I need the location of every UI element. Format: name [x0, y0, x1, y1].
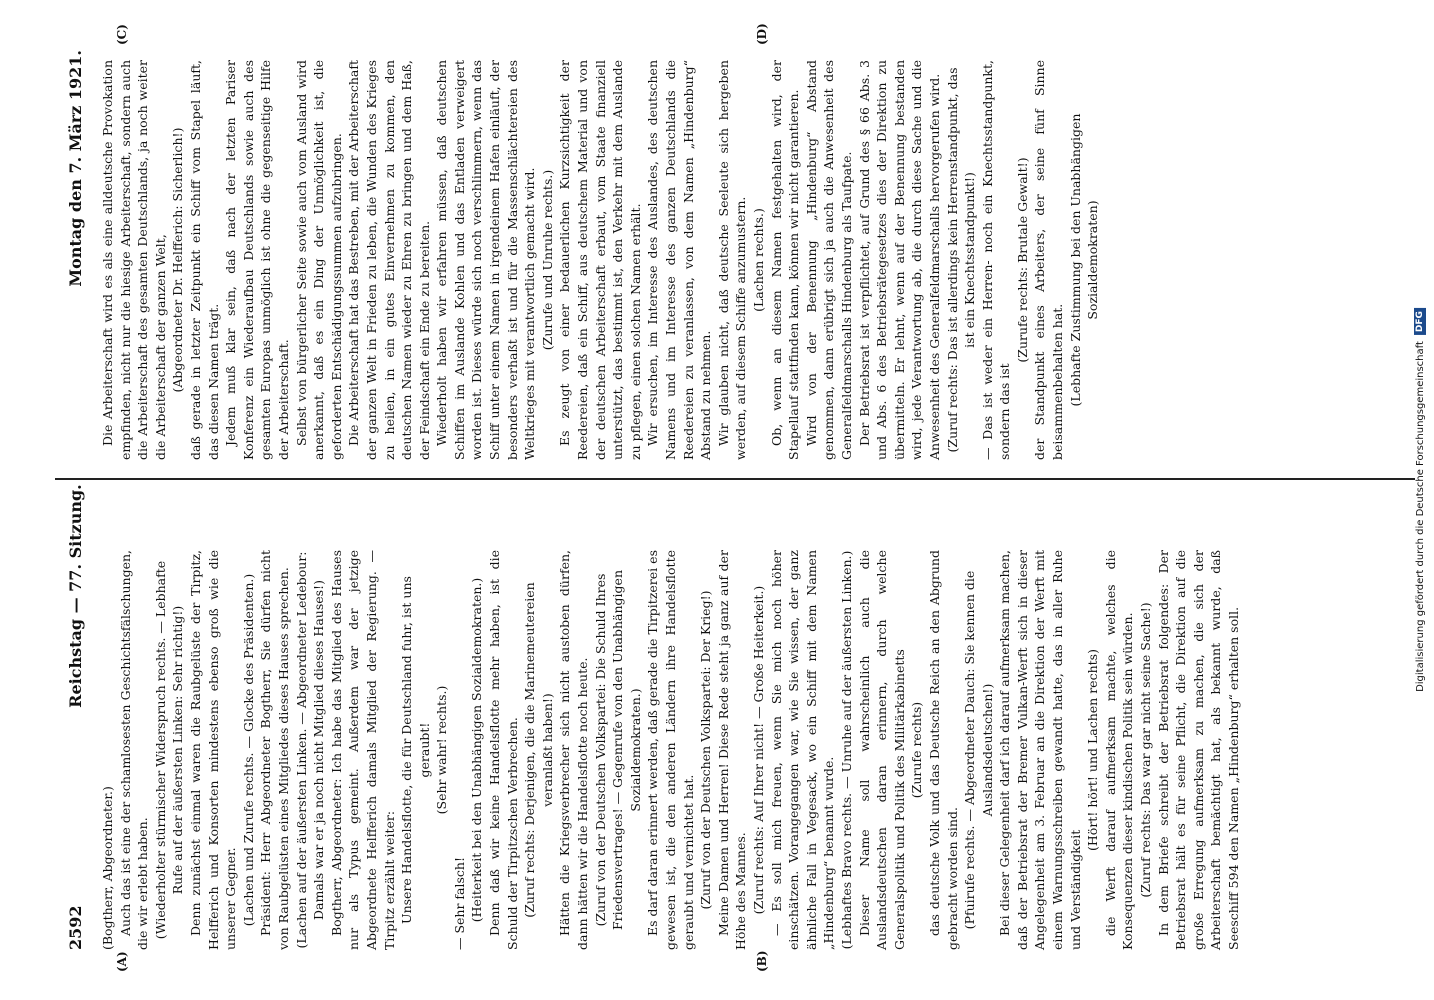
- session-title: Reichstag — 77. Sitzung.: [65, 484, 85, 708]
- left-paragraph: (Pfuirufe rechts. — Abgeordneter Dauch: Sie kennen die Auslandsdeutschen!): [962, 570, 995, 930]
- right-paragraph: (Zurufe und Unruhe rechts.): [539, 169, 555, 351]
- left-paragraph: In dem Briefe schreibt der Betriebsrat folgendes: Der Betriebsrat hält es für seine Pflicht, die Direktion auf die große Erregung aufmerksam zu machen, die sich der Arbeiterschaft bemächtigt hat, als bekannt wurde, daß Seeschiff 594 den Namen „Hindenburg“ erhalten soll.: [1155, 550, 1241, 950]
- left-paragraph: (Zuruf von der Deutschen Volkspartei: Der Krieg!): [698, 590, 714, 910]
- left-paragraph: (Lachen und Zurufe rechts. — Glocke des Präsidenten.): [240, 573, 256, 927]
- left-paragraph: (Sehr wahr! rechts.): [434, 685, 450, 815]
- left-column: [99, 550, 1399, 950]
- left-paragraph: (Hört! hört! und Lachen rechts): [1085, 649, 1101, 851]
- left-paragraph: (Lebhaftes Bravo rechts. — Unruhe auf der äußersten Linken.): [838, 550, 854, 950]
- left-paragraph: Präsident: Herr Abgeordneter Bogtherr, Sie dürfen nicht von Raubgelüsten eines Mitgliedes dieses Hauses sprechen.: [258, 550, 291, 950]
- right-paragraph: Wird von der Benennung „Hindenburg“ Abstand genommen, dann erübrigt sich ja auch die Anwesenheit des Generalfeldmarschalls Hindenburg als Taufpate.: [803, 60, 854, 460]
- left-paragraph: Dieser Name soll wahrscheinlich auch die Auslandsdeutschen daran erinnern, durch welche Generalspolitik und Politik des Militärkabinetts: [856, 550, 907, 950]
- left-paragraph: (Lachen auf der äußersten Linken. — Abgeordneter Ledebour: Damals war er ja noch nicht Mitglied dieses Hauses!): [293, 551, 327, 949]
- right-paragraph: Jedem muß klar sein, daß nach der letzten Pariser Konferenz ein Wiederaufbau Deutschlands sowie auch des gesamten Europas unmöglich ist ohne die gegenseitige Hilfe der Arbeiterschaft.: [223, 60, 291, 460]
- left-paragraph: Bei dieser Gelegenheit darf ich darauf aufmerksam machen, daß der Betriebsrat der Bremer Vulkan-Werft sich in dieser Angelegenheit am 3. Februar an die Direktion der Werft mit einem Warnungsschreiben gewandt hatte, das in aller Ruhe und Verständigkeit: [997, 550, 1083, 950]
- margin-letter-d: (D): [755, 23, 769, 45]
- session-date: Montag den 7. März 1921.: [65, 50, 85, 287]
- left-paragraph: (Bogtherr, Abgeordneter.): [100, 786, 115, 950]
- left-paragraph: Denn daß wir keine Handelsflotte mehr haben, ist die Schuld der Tirpitzschen Verbrechen.: [487, 550, 520, 950]
- right-paragraph: Wiederholt haben wir erfahren müssen, daß deutschen Schiffen im Auslande Kohlen und das Entladen verweigert worden ist. Dieses würde sich noch verschlimmern, wenn das Schiff unter einem Namen in irgendeinem Hafen einläuft, der besonders verhaßt ist und für die Massenschlächtereien des Weltkrieges mit verantwortlich gemacht wird.: [434, 60, 538, 460]
- dfg-logo: DFG: [1414, 308, 1426, 335]
- left-paragraph: die Werft darauf aufmerksam machte, welches die Konsequenzen dieser kindischen Politik sein würden.: [1102, 550, 1136, 950]
- left-paragraph: (Zurufe rechts): [909, 701, 925, 799]
- left-paragraph: Bogtherr, Abgeordneter: Ich habe das Mitglied des Hauses nur als Typus gemeint. Außerdem war der jetzige Abgeordnete Helfferich damals Mitglied der Regierung. — Tirpitz erzählt weiter:: [328, 550, 397, 950]
- right-paragraph: Der Betriebsrat ist verpflichtet, auf Grund des § 66 Abs. 3 und Abs. 6 des Betriebsrätegesetzes dies der Direktion zu übermitteln. Er lehnt, wenn auf der Benennung bestanden wird, jede Verantwortung ab, die durch diese Sache und die Anwesenheit des Generalfeldmarschalls hervorgerufen wird.: [856, 60, 942, 460]
- right-paragraph: (Lachen rechts.): [750, 208, 766, 312]
- right-paragraph: der Standpunkt eines Arbeiters, der seine fünf Sinne beisammenbehalten hat.: [1032, 60, 1066, 460]
- right-paragraph: Selbst von bürgerlicher Seite sowie auch vom Ausland wird anerkannt, daß es ein Ding der Unmöglichkeit ist, die geforderten Entschädigungssummen aufzubringen.: [293, 60, 344, 460]
- left-paragraph: (Zuruf rechts: Das war gar nicht seine Sache!): [1138, 602, 1154, 898]
- left-paragraph: — Es soll mich freuen, wenn Sie mich noch höher einschätzen. Vorangegangen war, wie Sie wissen, der ganz ähnliche Fall in Vegesack, wo ein Schiff mit dem Namen „Hindenburg“ benannt wurde.: [768, 550, 837, 950]
- right-paragraph: Wir glauben nicht, daß deutsche Seeleute sich hergeben werden, auf diesem Schiffe anzumustern.: [715, 60, 749, 460]
- left-paragraph: Denn zunächst einmal waren die Raubgelüste der Tirpitz, Helfferich und Konsorten mindestens ebenso groß wie die unserer Gegner.: [187, 550, 239, 950]
- page-number: 2592: [65, 905, 85, 950]
- left-paragraph: Unsere Handelsflotte, die für Deutschland fuhr, ist uns geraubt!: [399, 576, 432, 924]
- margin-letter-c: (C): [115, 24, 129, 45]
- right-paragraph: Wir ersuchen, im Interesse des Auslandes, des deutschen Namens und im Interesse des ganzen Deutschlands die Reedereien zu veranlassen, von dem Namen „Hindenburg“ Abstand zu nehmen.: [645, 60, 714, 460]
- column-divider: [55, 478, 1415, 480]
- rotated-page: [55, 23, 1415, 972]
- right-column: [99, 60, 1399, 460]
- page-header: [55, 50, 95, 950]
- right-paragraph: (Zurufe rechts: Brutale Gewalt!): [1014, 157, 1030, 363]
- left-paragraph: Hätten die Kriegsverbrecher sich nicht austoben dürfen, dann hätten wir die Handelsflotte noch heute.: [557, 550, 591, 950]
- stamp-text: Digitalisierung gefördert durch die Deutsche Forschungsgemeinschaft: [1414, 341, 1426, 692]
- right-paragraph: Die Arbeiterschaft hat das Bestreben, mit der Arbeiterschaft der ganzen Welt in Frieden zu leben, die Wunden des Krieges zu heilen, in ein gutes Einvernehmen zu kommen, den deutschen Namen wieder zu Ehren zu bringen und dem Haß, der Feindschaft ein Ende zu bereiten.: [346, 60, 432, 460]
- left-paragraph: (Zuruf rechts: Auf Ihrer nicht! — Große Heiterkeit.): [750, 585, 766, 915]
- right-paragraph: (Zuruf rechts: Das ist allerdings kein Herrenstandpunkt, das ist ein Knechtsstandpunkt!): [944, 67, 978, 453]
- right-paragraph: (Lebhafte Zustimmung bei den Unabhängigen Sozialdemokraten): [1067, 113, 1101, 407]
- right-paragraph: — Das ist weder ein Herren- noch ein Knechtsstandpunkt, sondern das ist: [979, 60, 1013, 460]
- right-paragraph: Die Arbeiterschaft wird es als eine alldeutsche Provokation empfinden, nicht nur die hiesige Arbeiterschaft, sondern auch die Arbeiterschaft des gesamten Deutschlands, ja noch weiter die Arbeiterschaft der ganzen Welt,: [100, 60, 168, 460]
- digitization-stamp: [1414, 308, 1426, 692]
- left-paragraph: Auch das ist eine der schamlosesten Geschichtsfälschungen, die wir erlebt haben.: [117, 550, 151, 950]
- margin-letter-a: (A): [115, 951, 129, 972]
- left-paragraph: (Wiederholter stürmischer Widerspruch rechts. — Lebhafte Rufe auf der äußersten Linken: Sehr richtig!): [152, 560, 186, 940]
- right-paragraph: Ob, wenn an diesem Namen festgehalten wird, der Stapellauf stattfinden kann, können wir nicht garantieren.: [768, 60, 802, 460]
- margin-letter-b: (B): [755, 950, 769, 972]
- left-paragraph: Meine Damen und Herren! Diese Rede steht ja ganz auf der Höhe des Mannes.: [715, 550, 749, 950]
- left-paragraph: — Sehr falsch!: [451, 857, 467, 950]
- right-paragraph: daß gerade in letzter Zeitpunkt ein Schiff vom Stapel läuft, das diesen Namen trägt.: [187, 60, 221, 460]
- right-paragraph: Es zeugt von einer bedauerlichen Kurzsichtigkeit der Reedereien, daß ein Schiff, aus deutschem Material und von der deutschen Arbeiterschaft erbaut, vom Staate finanziell unterstützt, das bestimmt ist, den Verkehr mit dem Auslande zu pflegen, einen solchen Namen erhält.: [557, 60, 643, 460]
- left-paragraph: Es darf daran erinnert werden, daß gerade die Tirpitzerei es gewesen ist, die den anderen Ländern ihre Handelsflotte geraubt und vernichtet hat.: [645, 550, 696, 950]
- right-paragraph: (Abgeordneter Dr. Helfferich: Sicherlich!): [170, 127, 186, 393]
- left-paragraph: das deutsche Volk und das Deutsche Reich an den Abgrund gebracht worden sind.: [926, 550, 960, 950]
- left-paragraph: (Zuruf rechts: Derjenigen, die die Marinemeutereien veranlaßt haben!): [522, 582, 555, 918]
- left-paragraph: (Heiterkeit bei den Unabhängigen Sozialdemokraten.): [469, 577, 485, 923]
- left-paragraph: (Zuruf von der Deutschen Volkspartei: Die Schuld Ihres Friedensvertrages! — Gegenrufe von den Unabhängigen Sozialdemokraten.): [592, 570, 643, 931]
